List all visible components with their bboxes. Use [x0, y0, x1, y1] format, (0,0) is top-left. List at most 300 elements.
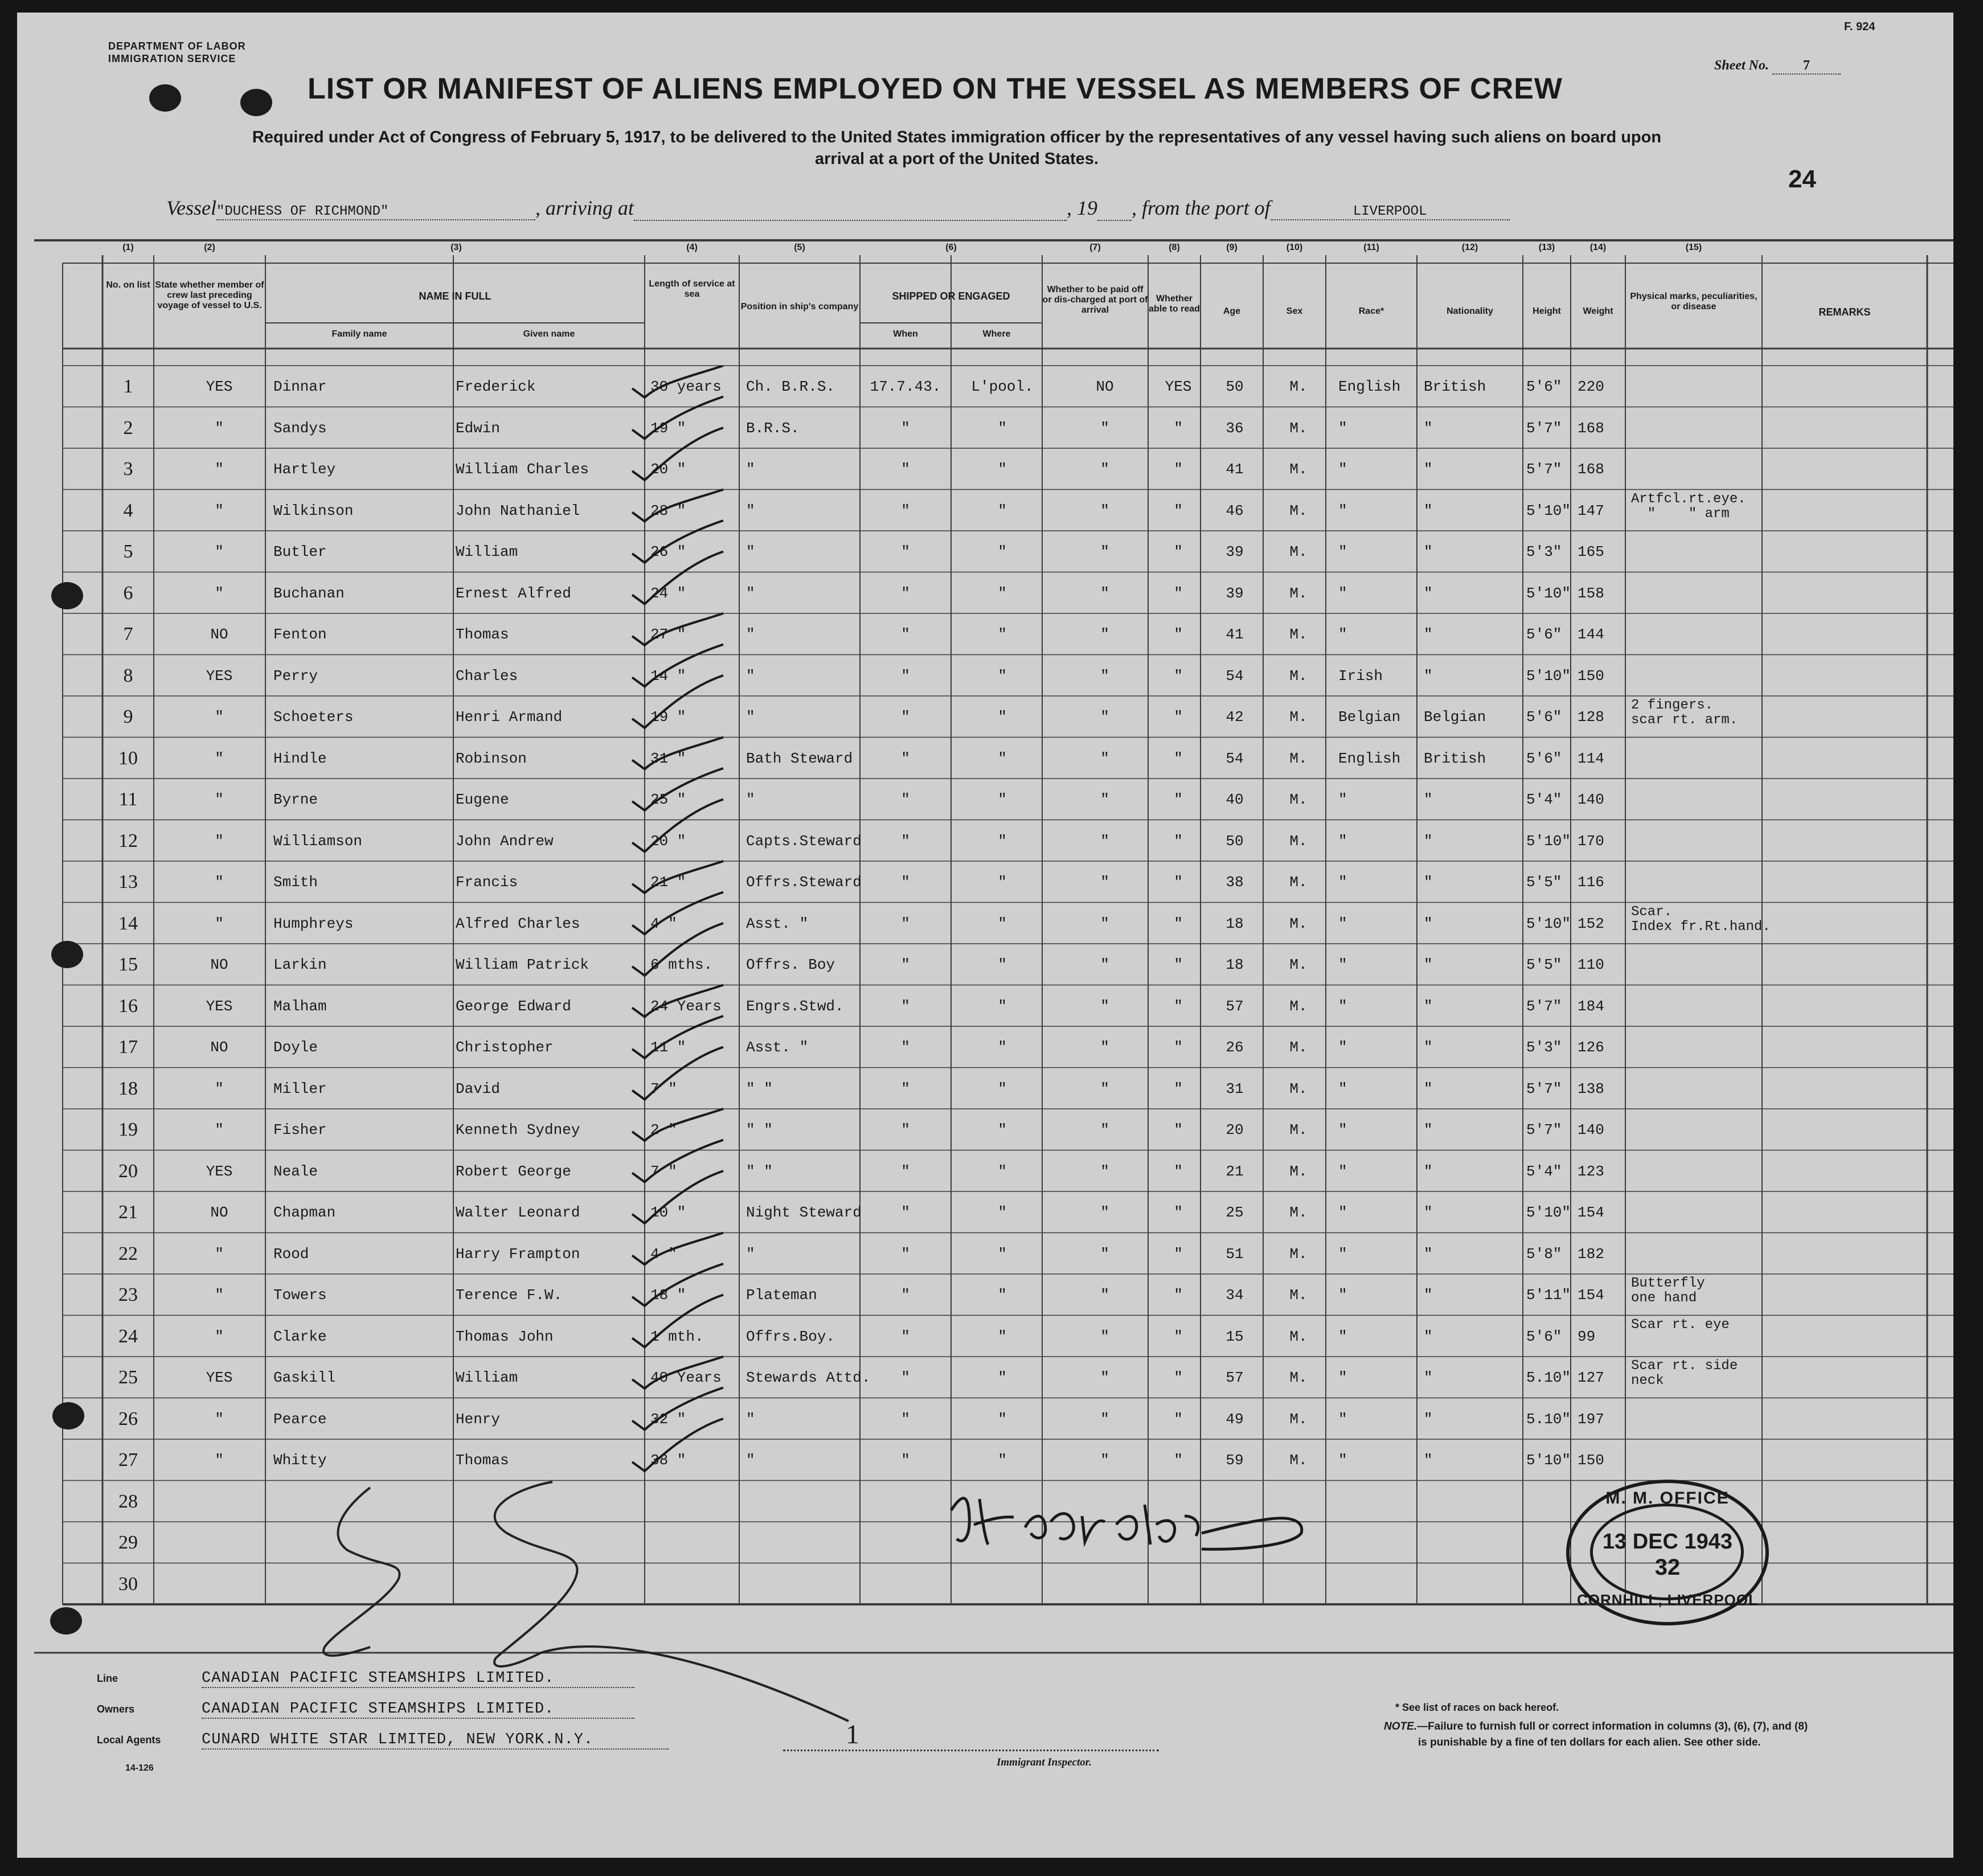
table-row	[17, 820, 1953, 861]
crew-shipped-when: "	[901, 543, 910, 560]
crew-paid-off: "	[1100, 749, 1109, 767]
department-line: DEPARTMENT OF LABOR	[108, 40, 246, 52]
crew-given-name: Harry Frampton	[456, 1245, 580, 1263]
crew-height: 5'10"	[1526, 502, 1571, 519]
crew-given-name: Edwin	[456, 419, 501, 437]
table-row	[17, 1150, 1953, 1191]
crew-position: Offrs. Boy	[746, 956, 835, 973]
crew-weight: 152	[1578, 915, 1604, 932]
crew-sex: M.	[1289, 626, 1308, 643]
crew-position: "	[746, 708, 755, 726]
crew-age: 39	[1226, 543, 1244, 560]
crew-given-name: George Edward	[456, 997, 571, 1015]
crew-shipped-where: "	[998, 1245, 1007, 1263]
header-when: When	[893, 329, 918, 339]
crew-height: 5'7"	[1526, 461, 1562, 478]
crew-given-name: Charles	[456, 667, 518, 685]
crew-family-name: Towers	[273, 1287, 327, 1304]
table-row	[17, 572, 1953, 613]
crew-sex: M.	[1289, 543, 1308, 560]
crew-race: "	[1338, 1410, 1347, 1428]
races-note: * See list of races on back hereof.	[1395, 1702, 1559, 1713]
column-number: (13)	[1538, 243, 1555, 252]
crew-shipped-where: "	[998, 832, 1007, 850]
crew-sex: M.	[1289, 1039, 1308, 1056]
row-number: 9	[123, 706, 133, 727]
crew-paid-off: "	[1100, 1287, 1109, 1304]
crew-family-name: Perry	[273, 667, 318, 685]
crew-paid-off: "	[1100, 1328, 1109, 1345]
crew-given-name: Thomas	[456, 1452, 509, 1469]
crew-race: "	[1338, 584, 1347, 602]
crew-position: " "	[746, 1162, 773, 1180]
crew-weight: 150	[1578, 1452, 1604, 1469]
note-line1: —Failure to furnish full or correct information in columns (3), (6), (7), and (8)	[1417, 1721, 1808, 1732]
crew-service-length: 24 "	[650, 584, 686, 602]
crew-paid-off: "	[1100, 956, 1109, 973]
crew-age: 21	[1226, 1162, 1244, 1180]
crew-weight: 154	[1578, 1287, 1604, 1304]
row-number: 10	[118, 747, 138, 769]
crew-nationality: "	[1424, 543, 1433, 560]
crew-shipped-when: "	[901, 419, 910, 437]
column-number: (1)	[122, 243, 134, 252]
crew-sex: M.	[1289, 378, 1308, 395]
crew-race: Irish	[1338, 667, 1383, 685]
header-able-read: Whether able to read	[1149, 294, 1200, 314]
column-number: (4)	[686, 243, 698, 252]
crew-nationality: "	[1424, 874, 1433, 891]
crew-height: 5'10"	[1526, 832, 1571, 850]
crew-position: "	[746, 502, 755, 519]
crew-weight: 127	[1578, 1369, 1604, 1386]
crew-family-name: Rood	[273, 1245, 309, 1263]
table-row	[17, 490, 1953, 531]
crew-given-name: John Nathaniel	[456, 502, 580, 519]
table-row	[17, 1398, 1953, 1439]
crew-race: "	[1338, 419, 1347, 437]
row-number: 24	[118, 1325, 138, 1347]
row-number: 18	[118, 1078, 138, 1099]
column-number: (5)	[794, 243, 805, 252]
crew-given-name: Robinson	[456, 749, 527, 767]
punch-hole	[149, 84, 181, 112]
table-row	[17, 1109, 1953, 1150]
crew-shipped-where: "	[998, 543, 1007, 560]
crew-age: 20	[1226, 1121, 1244, 1138]
row-number: 16	[118, 995, 138, 1017]
row-number: 11	[118, 789, 138, 810]
crew-shipped-when: "	[901, 874, 910, 891]
row-number: 12	[118, 830, 138, 851]
check-mark	[632, 1233, 723, 1265]
crew-paid-off: "	[1100, 874, 1109, 891]
crew-shipped-where: "	[998, 915, 1007, 932]
crew-position: "	[746, 667, 755, 685]
crew-family-name: Hartley	[273, 461, 336, 478]
crew-age: 50	[1226, 378, 1244, 395]
crew-shipped-when: "	[901, 1245, 910, 1263]
crew-service-length: 18 "	[650, 1287, 686, 1304]
crew-family-name: Fisher	[273, 1121, 327, 1138]
crew-family-name: Buchanan	[273, 584, 345, 602]
crew-height: 5'8"	[1526, 1245, 1562, 1263]
crew-physical-marks: Artfcl.rt.eye. " " arm	[1631, 491, 1746, 522]
officer-signature	[928, 1471, 1327, 1562]
crew-able-read: "	[1174, 832, 1183, 850]
crew-position: "	[746, 1452, 755, 1469]
crew-service-length: 11 "	[650, 1039, 686, 1056]
agents-value: CUNARD WHITE STAR LIMITED, NEW YORK.N.Y.	[202, 1731, 669, 1750]
crew-height: 5'5"	[1526, 956, 1562, 973]
header-no-on-list: No. on list	[106, 280, 150, 290]
check-mark	[632, 366, 723, 398]
crew-shipped-when: "	[901, 1121, 910, 1138]
crew-service-length: 19 "	[650, 419, 686, 437]
crew-previous-voyage: NO	[210, 626, 228, 643]
crew-race: "	[1338, 1245, 1347, 1263]
crew-race: "	[1338, 1452, 1347, 1469]
line-label: Line	[97, 1673, 118, 1684]
sheet-number: 7	[1772, 58, 1841, 75]
crew-age: 25	[1226, 1204, 1244, 1221]
crew-able-read: "	[1174, 1369, 1183, 1386]
crew-shipped-when: "	[901, 1080, 910, 1097]
crew-sex: M.	[1289, 1410, 1308, 1428]
crew-height: 5'7"	[1526, 1121, 1562, 1138]
crew-weight: 158	[1578, 584, 1604, 602]
owners-value: CANADIAN PACIFIC STEAMSHIPS LIMITED.	[202, 1701, 634, 1719]
crew-height: 5'7"	[1526, 419, 1562, 437]
crew-sex: M.	[1289, 1287, 1308, 1304]
form-code: 14-126	[125, 1763, 154, 1773]
crew-able-read: "	[1174, 874, 1183, 891]
check-mark	[632, 428, 723, 480]
crew-paid-off: "	[1100, 832, 1109, 850]
crew-sex: M.	[1289, 461, 1308, 478]
crew-sex: M.	[1289, 997, 1308, 1015]
header-length-service: Length of service at sea	[649, 279, 735, 299]
crew-nationality: British	[1424, 378, 1486, 395]
crew-position: Asst. "	[746, 915, 809, 932]
office-stamp	[1566, 1480, 1769, 1625]
crew-previous-voyage: NO	[210, 1039, 228, 1056]
crew-able-read: "	[1174, 584, 1183, 602]
crew-able-read: "	[1174, 502, 1183, 519]
crew-service-length: 21 "	[650, 874, 686, 891]
crew-able-read: "	[1174, 1204, 1183, 1221]
crew-age: 15	[1226, 1328, 1244, 1345]
crew-paid-off: "	[1100, 791, 1109, 808]
crew-shipped-when: "	[901, 461, 910, 478]
crew-previous-voyage: "	[215, 1080, 224, 1097]
row-number: 20	[118, 1160, 138, 1182]
crew-previous-voyage: "	[215, 749, 224, 767]
arriving-field	[634, 196, 1067, 221]
crew-height: 5'7"	[1526, 997, 1562, 1015]
crew-race: "	[1338, 1080, 1347, 1097]
table-row	[17, 1357, 1953, 1398]
crew-family-name: Pearce	[273, 1410, 327, 1428]
crew-nationality: "	[1424, 626, 1433, 643]
crew-service-length: 7 "	[650, 1162, 677, 1180]
crew-nationality: "	[1424, 997, 1433, 1015]
crew-age: 41	[1226, 461, 1244, 478]
owners-field	[97, 1701, 634, 1719]
stamp-number: 32	[1654, 1555, 1681, 1580]
crew-weight: 168	[1578, 419, 1604, 437]
crew-paid-off: "	[1100, 1369, 1109, 1386]
crew-height: 5'6"	[1526, 378, 1562, 395]
crew-given-name: William	[456, 1369, 518, 1386]
crew-given-name: Francis	[456, 874, 518, 891]
crew-height: 5'6"	[1526, 708, 1562, 726]
table-row	[17, 903, 1953, 944]
crew-service-length: 19 "	[650, 708, 686, 726]
row-number: 30	[118, 1573, 138, 1595]
crew-shipped-where: "	[998, 708, 1007, 726]
column-number: (14)	[1589, 243, 1607, 252]
department-block	[108, 40, 246, 65]
crew-able-read: "	[1174, 749, 1183, 767]
crew-age: 36	[1226, 419, 1244, 437]
crew-able-read: "	[1174, 667, 1183, 685]
check-mark	[632, 552, 723, 604]
crew-previous-voyage: "	[215, 832, 224, 850]
header-shipped: SHIPPED OR ENGAGED	[892, 290, 1010, 302]
crew-sex: M.	[1289, 1162, 1308, 1180]
crew-position: Engrs.Stwd.	[746, 997, 844, 1015]
check-mark	[632, 1357, 723, 1388]
table-row	[17, 366, 1953, 407]
table-row	[17, 613, 1953, 654]
crew-given-name: David	[456, 1080, 501, 1097]
crew-position: Asst. "	[746, 1039, 809, 1056]
row-number: 23	[118, 1284, 138, 1305]
crew-race: "	[1338, 1162, 1347, 1180]
crew-nationality: "	[1424, 1039, 1433, 1056]
crew-able-read: "	[1174, 1245, 1183, 1263]
crew-family-name: Gaskill	[273, 1369, 336, 1386]
crew-previous-voyage: "	[215, 874, 224, 891]
crew-given-name: Terence F.W.	[456, 1287, 563, 1304]
table-row	[17, 1316, 1953, 1357]
crew-nationality: "	[1424, 915, 1433, 932]
crew-shipped-when: "	[901, 1328, 910, 1345]
column-number: (11)	[1363, 243, 1379, 252]
crew-paid-off: "	[1100, 461, 1109, 478]
crew-position: "	[746, 791, 755, 808]
table-row	[17, 738, 1953, 779]
crew-age: 57	[1226, 1369, 1244, 1386]
crew-race: "	[1338, 1039, 1347, 1056]
table-row	[17, 448, 1953, 489]
crew-position: "	[746, 1245, 755, 1263]
manifest-sheet	[17, 13, 1953, 1858]
crew-service-length: 4 "	[650, 915, 677, 932]
crew-weight: 138	[1578, 1080, 1604, 1097]
crew-weight: 128	[1578, 708, 1604, 726]
header-where: Where	[982, 329, 1011, 339]
crew-nationality: British	[1424, 749, 1486, 767]
crew-able-read: "	[1174, 1039, 1183, 1056]
crew-shipped-where: "	[998, 1039, 1007, 1056]
crew-nationality: "	[1424, 1080, 1433, 1097]
crew-given-name: Frederick	[456, 378, 536, 395]
crew-age: 46	[1226, 502, 1244, 519]
crew-age: 18	[1226, 956, 1244, 973]
header-height: Height	[1533, 306, 1561, 316]
crew-previous-voyage: "	[215, 1410, 224, 1428]
column-number: (9)	[1226, 243, 1238, 252]
crew-able-read: "	[1174, 626, 1183, 643]
crew-position: Capts.Steward	[746, 832, 862, 850]
crew-physical-marks: Scar rt. side neck	[1631, 1358, 1738, 1388]
row-number: 15	[118, 954, 138, 975]
check-mark	[632, 738, 723, 769]
crew-nationality: "	[1424, 791, 1433, 808]
crew-family-name: Smith	[273, 874, 318, 891]
subtitle-line2: arrival at a port of the United States.	[815, 150, 1099, 168]
agents-field	[97, 1731, 669, 1750]
crew-given-name: Ernest Alfred	[456, 584, 571, 602]
crew-able-read: "	[1174, 915, 1183, 932]
crew-shipped-where: "	[998, 1452, 1007, 1469]
crew-age: 42	[1226, 708, 1244, 726]
crew-service-length: 40 Years	[650, 1369, 722, 1386]
crew-able-read: "	[1174, 1121, 1183, 1138]
crew-shipped-where: "	[998, 1369, 1007, 1386]
crew-shipped-when: "	[901, 584, 910, 602]
crew-nationality: Belgian	[1424, 708, 1486, 726]
row-number: 4	[123, 499, 133, 521]
crew-height: 5'4"	[1526, 1162, 1562, 1180]
table-row	[17, 1026, 1953, 1067]
crew-sex: M.	[1289, 915, 1308, 932]
crew-able-read: "	[1174, 1328, 1183, 1345]
crew-weight: 99	[1578, 1328, 1596, 1345]
table-row	[17, 696, 1953, 737]
crew-shipped-where: "	[998, 1162, 1007, 1180]
check-mark	[632, 985, 723, 1017]
crew-physical-marks: 2 fingers. scar rt. arm.	[1631, 698, 1738, 728]
owners-label: Owners	[97, 1703, 135, 1715]
crew-given-name: Thomas John	[456, 1328, 554, 1345]
crew-service-length: 10 "	[650, 1204, 686, 1221]
crew-sex: M.	[1289, 1204, 1308, 1221]
crew-race: English	[1338, 749, 1401, 767]
crew-shipped-where: "	[998, 1328, 1007, 1345]
crew-position: Bath Steward	[746, 749, 853, 767]
crew-shipped-when: "	[901, 1162, 910, 1180]
crew-sex: M.	[1289, 584, 1308, 602]
crew-given-name: William Patrick	[456, 956, 589, 973]
crew-service-length: 4 "	[650, 1245, 677, 1263]
crew-race: "	[1338, 1328, 1347, 1345]
crew-shipped-when: "	[901, 997, 910, 1015]
crew-weight: 140	[1578, 791, 1604, 808]
crew-height: 5'10"	[1526, 1204, 1571, 1221]
header-position: Position in ship's company	[740, 302, 859, 312]
crew-nationality: "	[1424, 461, 1433, 478]
crew-race: "	[1338, 543, 1347, 560]
agents-label: Local Agents	[97, 1734, 161, 1746]
crew-family-name: Larkin	[273, 956, 327, 973]
crew-shipped-when: "	[901, 956, 910, 973]
crew-shipped-when: "	[901, 708, 910, 726]
row-number: 29	[118, 1532, 138, 1553]
crew-paid-off: "	[1100, 1080, 1109, 1097]
crew-age: 39	[1226, 584, 1244, 602]
from-port: LIVERPOOL	[1271, 204, 1510, 220]
crew-service-length: 14 "	[650, 667, 686, 685]
year-field	[1097, 196, 1132, 221]
check-mark	[632, 1171, 723, 1223]
header-name-in-full: NAME IN FULL	[419, 290, 491, 302]
crew-race: "	[1338, 626, 1347, 643]
crew-service-length: 25 "	[650, 791, 686, 808]
column-number: (3)	[450, 243, 462, 252]
crew-service-length: 7 "	[650, 1080, 677, 1097]
crew-sex: M.	[1289, 1245, 1308, 1263]
crew-nationality: "	[1424, 832, 1433, 850]
crew-paid-off: "	[1100, 419, 1109, 437]
crew-nationality: "	[1424, 1328, 1433, 1345]
crew-paid-off: "	[1100, 1245, 1109, 1263]
crew-race: "	[1338, 915, 1347, 932]
crew-sex: M.	[1289, 1369, 1308, 1386]
crew-position: Ch. B.R.S.	[746, 378, 835, 395]
crew-family-name: Schoeters	[273, 708, 354, 726]
crew-family-name: Hindle	[273, 749, 327, 767]
crew-family-name: Wilkinson	[273, 502, 354, 519]
crew-shipped-where: "	[998, 791, 1007, 808]
crew-weight: 182	[1578, 1245, 1604, 1263]
crew-family-name: Malham	[273, 997, 327, 1015]
crew-shipped-when: "	[901, 502, 910, 519]
crew-service-length: 6 mths.	[650, 956, 713, 973]
crew-age: 49	[1226, 1410, 1244, 1428]
crew-weight: 147	[1578, 502, 1604, 519]
crew-shipped-when: "	[901, 791, 910, 808]
crew-race: "	[1338, 1121, 1347, 1138]
crew-family-name: Butler	[273, 543, 327, 560]
crew-position: Stewards Attd.	[746, 1369, 871, 1386]
row-number: 8	[123, 665, 133, 686]
table-row	[17, 655, 1953, 696]
crew-shipped-where: "	[998, 1287, 1007, 1304]
crew-able-read: YES	[1165, 378, 1192, 395]
stamp-top-text: M. M. OFFICE	[1605, 1489, 1730, 1508]
crew-height: 5'3"	[1526, 1039, 1562, 1056]
check-mark	[632, 923, 723, 976]
vessel-name: "DUCHESS OF RICHMOND"	[216, 204, 535, 220]
crew-age: 18	[1226, 915, 1244, 932]
crew-previous-voyage: "	[215, 915, 224, 932]
crew-shipped-where: "	[998, 997, 1007, 1015]
page-title: LIST OR MANIFEST OF ALIENS EMPLOYED ON THE VESSEL AS MEMBERS OF CREW	[308, 72, 1563, 105]
crew-position: "	[746, 1410, 755, 1428]
crew-sex: M.	[1289, 419, 1308, 437]
crew-position: "	[746, 626, 755, 643]
crew-weight: 168	[1578, 461, 1604, 478]
crew-race: "	[1338, 791, 1347, 808]
crew-nationality: "	[1424, 584, 1433, 602]
subtitle	[103, 126, 1811, 170]
table-row	[17, 1274, 1953, 1315]
table-row	[17, 1191, 1953, 1232]
crew-family-name: Byrne	[273, 791, 318, 808]
